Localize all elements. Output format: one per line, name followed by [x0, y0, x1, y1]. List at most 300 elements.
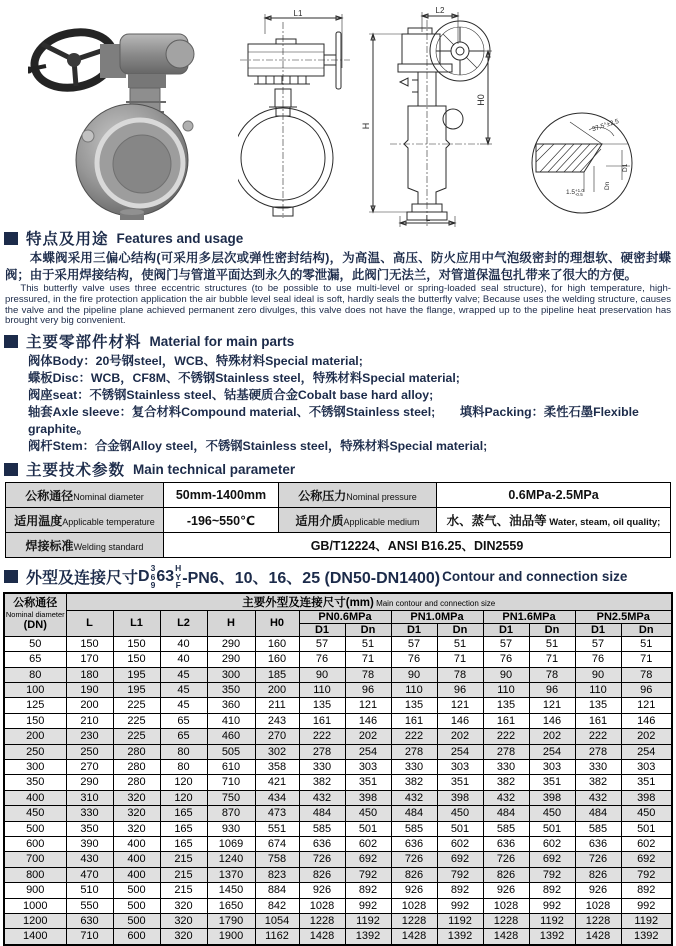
- table-cell: 1069: [207, 836, 255, 851]
- table-cell: 726: [483, 852, 529, 867]
- table-row: [4, 898, 672, 913]
- table-cell: 180: [66, 667, 113, 682]
- valve-model-code: D 3 6 9 63 H Y F -PN6、10、16、25 (DN50-DN1400): [138, 563, 441, 591]
- material-line: 阀座seat：不锈钢Stainless steel、钴基硬质合金Cobalt base hard alloy;: [28, 388, 434, 403]
- table-cell: 585: [575, 821, 621, 836]
- table-row: [6, 483, 671, 508]
- table-cell: 51: [621, 636, 672, 651]
- table-cell: 57: [483, 636, 529, 651]
- parameters-title-zh: 主要技术参数: [26, 462, 126, 480]
- table-cell: 320: [160, 898, 207, 913]
- table-cell: 450: [529, 806, 575, 821]
- table-cell: 250: [4, 744, 66, 759]
- parameter-table: [5, 482, 671, 558]
- table-cell: 1192: [345, 914, 391, 929]
- materials-list: [28, 353, 671, 455]
- table-cell: 400: [113, 836, 160, 851]
- table-cell: 350: [4, 775, 66, 790]
- size-title-zh: 外型及连接尺寸: [26, 570, 139, 588]
- table-cell: 892: [621, 883, 672, 898]
- table-cell: 1650: [207, 898, 255, 913]
- table-cell: 135: [575, 698, 621, 713]
- table-cell: 222: [483, 729, 529, 744]
- table-cell: 350: [66, 821, 113, 836]
- table-cell: 330: [299, 759, 345, 774]
- table-cell: 636: [299, 836, 345, 851]
- table-cell: 96: [437, 682, 483, 697]
- param-label: 公称压力Nominal pressure: [279, 483, 437, 508]
- table-cell: 161: [483, 713, 529, 728]
- col-group-pn10: PN1.0MPa: [391, 610, 483, 623]
- table-cell: 225: [113, 729, 160, 744]
- table-cell: 230: [66, 729, 113, 744]
- table-cell: 450: [4, 806, 66, 821]
- table-cell: 78: [345, 667, 391, 682]
- table-cell: 76: [575, 652, 621, 667]
- table-cell: 200: [66, 698, 113, 713]
- table-cell: 926: [299, 883, 345, 898]
- table-cell: 350: [207, 682, 255, 697]
- table-cell: 826: [483, 867, 529, 882]
- size-table: [3, 592, 673, 946]
- dim-h-label: H: [361, 122, 371, 130]
- table-cell: 636: [575, 836, 621, 851]
- table-cell: 120: [160, 790, 207, 805]
- table-cell: 710: [66, 929, 113, 945]
- table-cell: 792: [621, 867, 672, 882]
- param-label: 适用介质Applicable medium: [279, 508, 437, 533]
- table-cell: 146: [529, 713, 575, 728]
- table-cell: 100: [4, 682, 66, 697]
- table-row: [4, 806, 672, 821]
- table-cell: 215: [160, 883, 207, 898]
- table-cell: 792: [529, 867, 575, 882]
- table-cell: 50: [4, 636, 66, 651]
- table-row: [4, 729, 672, 744]
- table-cell: 110: [299, 682, 345, 697]
- table-cell: 146: [345, 713, 391, 728]
- table-cell: 170: [66, 652, 113, 667]
- table-cell: 1428: [483, 929, 529, 945]
- table-cell: 432: [391, 790, 437, 805]
- table-cell: 484: [391, 806, 437, 821]
- table-cell: 225: [113, 713, 160, 728]
- table-cell: 90: [575, 667, 621, 682]
- table-cell: 254: [529, 744, 575, 759]
- table-row: [4, 929, 672, 945]
- col-header-d1: D1: [391, 623, 437, 636]
- table-cell: 398: [345, 790, 391, 805]
- table-cell: 792: [437, 867, 483, 882]
- table-cell: 57: [299, 636, 345, 651]
- size-section-heading: [4, 564, 676, 590]
- table-row: [4, 836, 672, 851]
- table-cell: 1392: [437, 929, 483, 945]
- table-cell: 926: [575, 883, 621, 898]
- parameters-title-en: Main technical parameter: [133, 461, 296, 477]
- table-cell: 484: [483, 806, 529, 821]
- table-cell: 303: [345, 759, 391, 774]
- col-header-d1: D1: [575, 623, 621, 636]
- table-cell: 900: [4, 883, 66, 898]
- table-cell: 45: [160, 698, 207, 713]
- table-cell: 320: [113, 790, 160, 805]
- table-row: [6, 508, 671, 533]
- param-label: 焊接标准Welding standard: [6, 533, 164, 558]
- table-cell: 121: [529, 698, 575, 713]
- table-row: [4, 883, 672, 898]
- table-cell: 1028: [575, 898, 621, 913]
- table-cell: 400: [113, 867, 160, 882]
- table-cell: 300: [207, 667, 255, 682]
- dim-dn-label: Dn: [604, 181, 611, 190]
- section-marker-icon: [4, 335, 18, 348]
- table-row: [4, 852, 672, 867]
- table-cell: 57: [575, 636, 621, 651]
- param-label: 适用温度Applicable temperature: [6, 508, 164, 533]
- table-row: [6, 533, 671, 558]
- table-cell: 450: [621, 806, 672, 821]
- table-cell: 280: [113, 759, 160, 774]
- features-title-zh: 特点及用途: [26, 231, 109, 248]
- table-row: [4, 775, 672, 790]
- table-cell: 1790: [207, 914, 255, 929]
- table-cell: 1450: [207, 883, 255, 898]
- table-cell: 390: [66, 836, 113, 851]
- table-cell: 65: [4, 652, 66, 667]
- table-cell: 602: [345, 836, 391, 851]
- table-cell: 1028: [391, 898, 437, 913]
- table-row: [4, 759, 672, 774]
- table-cell: 96: [529, 682, 575, 697]
- material-line: 蝶板Disc：WCB，CF8M、不锈钢Stainless steel，特殊材料Special material;: [28, 371, 460, 386]
- table-cell: 222: [299, 729, 345, 744]
- table-cell: 1428: [391, 929, 437, 945]
- table-cell: 320: [113, 821, 160, 836]
- table-cell: 400: [4, 790, 66, 805]
- valve-side-view-drawing: [360, 4, 505, 228]
- table-cell: 992: [529, 898, 575, 913]
- table-cell: 602: [529, 836, 575, 851]
- table-row: [4, 744, 672, 759]
- table-cell: 278: [391, 744, 437, 759]
- table-cell: 351: [529, 775, 575, 790]
- table-cell: 692: [621, 852, 672, 867]
- table-cell: 278: [299, 744, 345, 759]
- table-cell: 161: [299, 713, 345, 728]
- param-label: 公称通径Nominal diameter: [6, 483, 164, 508]
- col-header-dn: 公称通径 Nominal diameter (DN): [4, 593, 66, 637]
- table-cell: 1054: [255, 914, 299, 929]
- table-cell: 90: [483, 667, 529, 682]
- table-cell: 585: [299, 821, 345, 836]
- table-cell: 630: [66, 914, 113, 929]
- table-cell: 96: [621, 682, 672, 697]
- table-cell: 195: [113, 667, 160, 682]
- table-cell: 135: [483, 698, 529, 713]
- size-table-body: [4, 636, 672, 945]
- table-cell: 280: [113, 775, 160, 790]
- table-cell: 120: [160, 775, 207, 790]
- table-cell: 1392: [621, 929, 672, 945]
- table-cell: 270: [255, 729, 299, 744]
- table-row: [4, 914, 672, 929]
- table-cell: 500: [113, 914, 160, 929]
- table-row: [4, 713, 672, 728]
- table-cell: 432: [483, 790, 529, 805]
- table-cell: 430: [66, 852, 113, 867]
- table-row: [4, 652, 672, 667]
- features-heading: [4, 227, 676, 249]
- table-cell: 585: [483, 821, 529, 836]
- table-cell: 382: [391, 775, 437, 790]
- col-header-dn2: Dn: [529, 623, 575, 636]
- table-cell: 892: [437, 883, 483, 898]
- table-cell: 382: [483, 775, 529, 790]
- table-cell: 300: [4, 759, 66, 774]
- table-cell: 320: [113, 806, 160, 821]
- table-cell: 165: [160, 806, 207, 821]
- table-cell: 71: [437, 652, 483, 667]
- col-header-dn2: Dn: [621, 623, 672, 636]
- size-title-en: Contour and connection size: [442, 569, 628, 585]
- table-cell: 1400: [4, 929, 66, 945]
- table-cell: 57: [391, 636, 437, 651]
- table-cell: 710: [207, 775, 255, 790]
- table-header-row: [4, 593, 672, 611]
- table-cell: 432: [575, 790, 621, 805]
- dim-l2-label: L2: [435, 6, 445, 15]
- param-value: 50mm-1400mm: [164, 483, 279, 508]
- table-cell: 290: [207, 636, 255, 651]
- root-face-label: $1.5^{+1.0}$ -0.5: [566, 188, 584, 197]
- section-marker-icon: [4, 570, 18, 583]
- table-cell: 992: [345, 898, 391, 913]
- table-cell: 146: [621, 713, 672, 728]
- col-header-dn2: Dn: [437, 623, 483, 636]
- table-cell: 51: [437, 636, 483, 651]
- table-cell: 1000: [4, 898, 66, 913]
- section-marker-icon: [4, 232, 18, 245]
- table-cell: 195: [113, 682, 160, 697]
- table-cell: 65: [160, 713, 207, 728]
- col-group-pn06: PN0.6MPa: [299, 610, 391, 623]
- table-row: [4, 698, 672, 713]
- table-cell: 600: [113, 929, 160, 945]
- col-header-L1: L1: [113, 610, 160, 636]
- table-cell: 1228: [391, 914, 437, 929]
- table-cell: 692: [529, 852, 575, 867]
- table-cell: 150: [4, 713, 66, 728]
- table-cell: 160: [255, 636, 299, 651]
- table-cell: 750: [207, 790, 255, 805]
- table-cell: 473: [255, 806, 299, 821]
- table-cell: 800: [4, 867, 66, 882]
- table-cell: 200: [255, 682, 299, 697]
- table-cell: 505: [207, 744, 255, 759]
- table-header-row: [4, 610, 672, 623]
- parameters-heading: [4, 458, 676, 480]
- table-cell: 1392: [529, 929, 575, 945]
- table-cell: 501: [621, 821, 672, 836]
- table-cell: 930: [207, 821, 255, 836]
- table-cell: 330: [66, 806, 113, 821]
- table-cell: 602: [621, 836, 672, 851]
- table-cell: 500: [113, 898, 160, 913]
- table-cell: 71: [529, 652, 575, 667]
- table-cell: 870: [207, 806, 255, 821]
- table-cell: 78: [437, 667, 483, 682]
- table-cell: 202: [529, 729, 575, 744]
- table-cell: 501: [529, 821, 575, 836]
- table-cell: 330: [391, 759, 437, 774]
- table-cell: 450: [345, 806, 391, 821]
- table-cell: 398: [529, 790, 575, 805]
- table-cell: 211: [255, 698, 299, 713]
- table-cell: 585: [391, 821, 437, 836]
- table-cell: 484: [575, 806, 621, 821]
- col-header-d1: D1: [483, 623, 529, 636]
- table-cell: 250: [66, 744, 113, 759]
- table-cell: 90: [391, 667, 437, 682]
- table-cell: 421: [255, 775, 299, 790]
- table-cell: 600: [4, 836, 66, 851]
- valve-front-view-drawing: [238, 8, 352, 222]
- table-cell: 71: [345, 652, 391, 667]
- table-cell: 202: [621, 729, 672, 744]
- table-cell: 1900: [207, 929, 255, 945]
- table-cell: 826: [391, 867, 437, 882]
- table-cell: 1228: [575, 914, 621, 929]
- table-cell: 96: [345, 682, 391, 697]
- table-cell: 280: [113, 744, 160, 759]
- table-cell: 185: [255, 667, 299, 682]
- table-cell: 160: [255, 652, 299, 667]
- table-cell: 1192: [621, 914, 672, 929]
- table-cell: 225: [113, 698, 160, 713]
- table-row: [4, 867, 672, 882]
- dim-h0-label: H0: [476, 94, 486, 106]
- table-cell: 222: [575, 729, 621, 744]
- table-cell: 215: [160, 867, 207, 882]
- table-cell: 161: [575, 713, 621, 728]
- table-cell: 674: [255, 836, 299, 851]
- bevel-angle-label: 37.5°±2.5: [591, 117, 620, 134]
- table-cell: 51: [345, 636, 391, 651]
- table-cell: 398: [437, 790, 483, 805]
- table-cell: 125: [4, 698, 66, 713]
- material-line: 轴套Axle sleeve：复合材料Compound material、不锈钢Stainless steel; 填料Packing：柔性石墨Flexible graphite。: [28, 405, 643, 437]
- table-cell: 200: [4, 729, 66, 744]
- table-cell: 826: [575, 867, 621, 882]
- table-cell: 1028: [299, 898, 345, 913]
- col-header-H0: H0: [255, 610, 299, 636]
- table-cell: 78: [621, 667, 672, 682]
- table-cell: 76: [391, 652, 437, 667]
- table-cell: 121: [345, 698, 391, 713]
- table-cell: 692: [345, 852, 391, 867]
- product-drawings: [0, 0, 676, 224]
- table-cell: 1192: [437, 914, 483, 929]
- table-cell: 222: [391, 729, 437, 744]
- table-cell: 1228: [483, 914, 529, 929]
- table-cell: 434: [255, 790, 299, 805]
- features-title-en: Features and usage: [116, 230, 244, 246]
- table-cell: 215: [160, 852, 207, 867]
- table-cell: 926: [391, 883, 437, 898]
- table-cell: 884: [255, 883, 299, 898]
- table-cell: 254: [621, 744, 672, 759]
- table-cell: 278: [575, 744, 621, 759]
- table-cell: 202: [437, 729, 483, 744]
- table-cell: 550: [66, 898, 113, 913]
- table-cell: 146: [437, 713, 483, 728]
- table-cell: 610: [207, 759, 255, 774]
- table-cell: 510: [66, 883, 113, 898]
- table-cell: 330: [483, 759, 529, 774]
- table-cell: 290: [66, 775, 113, 790]
- table-cell: 501: [437, 821, 483, 836]
- table-row: [4, 821, 672, 836]
- table-cell: 303: [529, 759, 575, 774]
- section-marker-icon: [4, 463, 18, 476]
- col-header-d1: D1: [299, 623, 345, 636]
- table-cell: 80: [4, 667, 66, 682]
- table-cell: 1370: [207, 867, 255, 882]
- table-cell: 758: [255, 852, 299, 867]
- table-cell: 165: [160, 821, 207, 836]
- param-value: -196~550℃: [164, 508, 279, 533]
- table-cell: 80: [160, 744, 207, 759]
- table-cell: 410: [207, 713, 255, 728]
- table-cell: 90: [299, 667, 345, 682]
- table-cell: 121: [437, 698, 483, 713]
- table-cell: 110: [575, 682, 621, 697]
- table-cell: 398: [621, 790, 672, 805]
- table-cell: 892: [529, 883, 575, 898]
- table-cell: 150: [113, 652, 160, 667]
- table-cell: 926: [483, 883, 529, 898]
- table-cell: 636: [483, 836, 529, 851]
- table-cell: 278: [483, 744, 529, 759]
- table-cell: 76: [483, 652, 529, 667]
- materials-heading: [4, 330, 676, 352]
- table-cell: 290: [207, 652, 255, 667]
- table-cell: 80: [160, 759, 207, 774]
- table-cell: 842: [255, 898, 299, 913]
- table-cell: 78: [529, 667, 575, 682]
- table-cell: 1428: [575, 929, 621, 945]
- features-body-en: This butterfly valve uses three eccentric structures (to be possible to use multi-level or spring-loaded seal structure), for high temperature, high-pressured, in the fire protection application the air bubble level seal ideal is soft, hardly seals the butterfly valve; Because uses the welding structure, causes the valve and the pipeline plane achieved permanent zero divulges, this valve does not have the flange, wrapped up to the pipeline heat preservation has brought very big convenient.: [5, 283, 671, 327]
- table-row: [4, 667, 672, 682]
- table-cell: 161: [391, 713, 437, 728]
- table-cell: 310: [66, 790, 113, 805]
- table-cell: 450: [437, 806, 483, 821]
- table-cell: 45: [160, 667, 207, 682]
- col-header-L2: L2: [160, 610, 207, 636]
- table-cell: 792: [345, 867, 391, 882]
- table-cell: 71: [621, 652, 672, 667]
- table-cell: 135: [299, 698, 345, 713]
- param-value: 水、蒸气、油品等 Water, steam, oil quality;: [437, 508, 671, 533]
- table-cell: 358: [255, 759, 299, 774]
- table-cell: 1228: [299, 914, 345, 929]
- table-cell: 190: [66, 682, 113, 697]
- table-cell: 303: [621, 759, 672, 774]
- table-cell: 121: [621, 698, 672, 713]
- table-cell: 470: [66, 867, 113, 882]
- table-cell: 484: [299, 806, 345, 821]
